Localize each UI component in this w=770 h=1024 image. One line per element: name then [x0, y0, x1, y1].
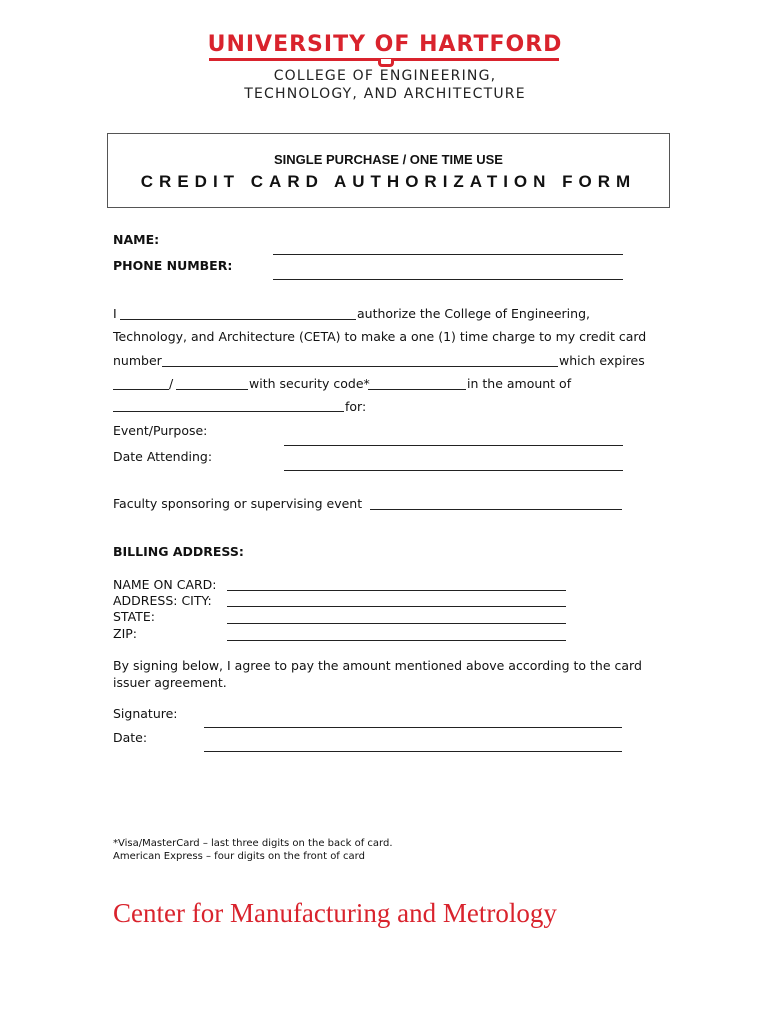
agreement-line1: By signing below, I agree to pay the amount mentioned above according to the card [113, 658, 642, 673]
authorize-text: authorize the College of Engineering, [357, 306, 590, 321]
zip-label: ZIP: [113, 626, 137, 641]
security-code-field[interactable] [368, 389, 466, 390]
address-city-label: ADDRESS: CITY: [113, 593, 212, 608]
card-number-label: number [113, 353, 162, 368]
date-field[interactable] [204, 751, 622, 752]
for-text: for: [345, 399, 367, 414]
footnote-line2: American Express – four digits on the front of card [113, 851, 365, 862]
amount-field[interactable] [113, 411, 344, 412]
phone-label: PHONE NUMBER: [113, 258, 233, 273]
amount-text: in the amount of [467, 376, 572, 391]
signature-field[interactable] [204, 727, 622, 728]
form-title-box [107, 133, 670, 208]
state-field[interactable] [227, 623, 566, 624]
name-field[interactable] [273, 254, 623, 255]
faculty-field[interactable] [370, 509, 622, 510]
expiry-year-field[interactable] [176, 389, 248, 390]
zip-field[interactable] [227, 640, 566, 641]
college-name-line2: TECHNOLOGY, AND ARCHITECTURE [244, 86, 526, 102]
date-attending-field[interactable] [284, 470, 623, 471]
sentence-line2: Technology, and Architecture (CETA) to make a one (1) time charge to my credit card [113, 329, 647, 344]
form-subtitle: SINGLE PURCHASE / ONE TIME USE [274, 152, 503, 167]
logo-notch [378, 59, 394, 67]
form-title: CREDIT CARD AUTHORIZATION FORM [140, 172, 637, 191]
name-label: NAME: [113, 232, 160, 247]
signature-label: Signature: [113, 706, 178, 721]
center-name: Center for Manufacturing and Metrology [113, 898, 557, 928]
name-on-card-label: NAME ON CARD: [113, 577, 217, 592]
date-attending-label: Date Attending: [113, 449, 213, 464]
i-label: I [113, 306, 117, 321]
name-on-card-field[interactable] [227, 590, 566, 591]
date-label: Date: [113, 730, 148, 745]
expires-text: which expires [559, 353, 645, 368]
faculty-label: Faculty sponsoring or supervising event [113, 496, 363, 511]
expiry-month-field[interactable] [113, 389, 169, 390]
authorizer-name-field[interactable] [120, 319, 356, 320]
security-code-text: with security code* [249, 376, 370, 391]
state-label: STATE: [113, 609, 155, 624]
event-purpose-field[interactable] [284, 445, 623, 446]
billing-heading: BILLING ADDRESS: [113, 544, 244, 559]
phone-field[interactable] [273, 279, 623, 280]
card-number-field[interactable] [162, 366, 558, 367]
expiry-slash: / [169, 376, 174, 391]
university-logo-text: UNIVERSITY OF HARTFORD [207, 32, 563, 57]
college-name-line1: COLLEGE OF ENGINEERING, [273, 68, 497, 84]
event-purpose-label: Event/Purpose: [113, 423, 208, 438]
agreement-line2: issuer agreement. [113, 675, 227, 690]
footnote-line1: *Visa/MasterCard – last three digits on the back of card. [113, 838, 393, 849]
address-city-field[interactable] [227, 606, 566, 607]
